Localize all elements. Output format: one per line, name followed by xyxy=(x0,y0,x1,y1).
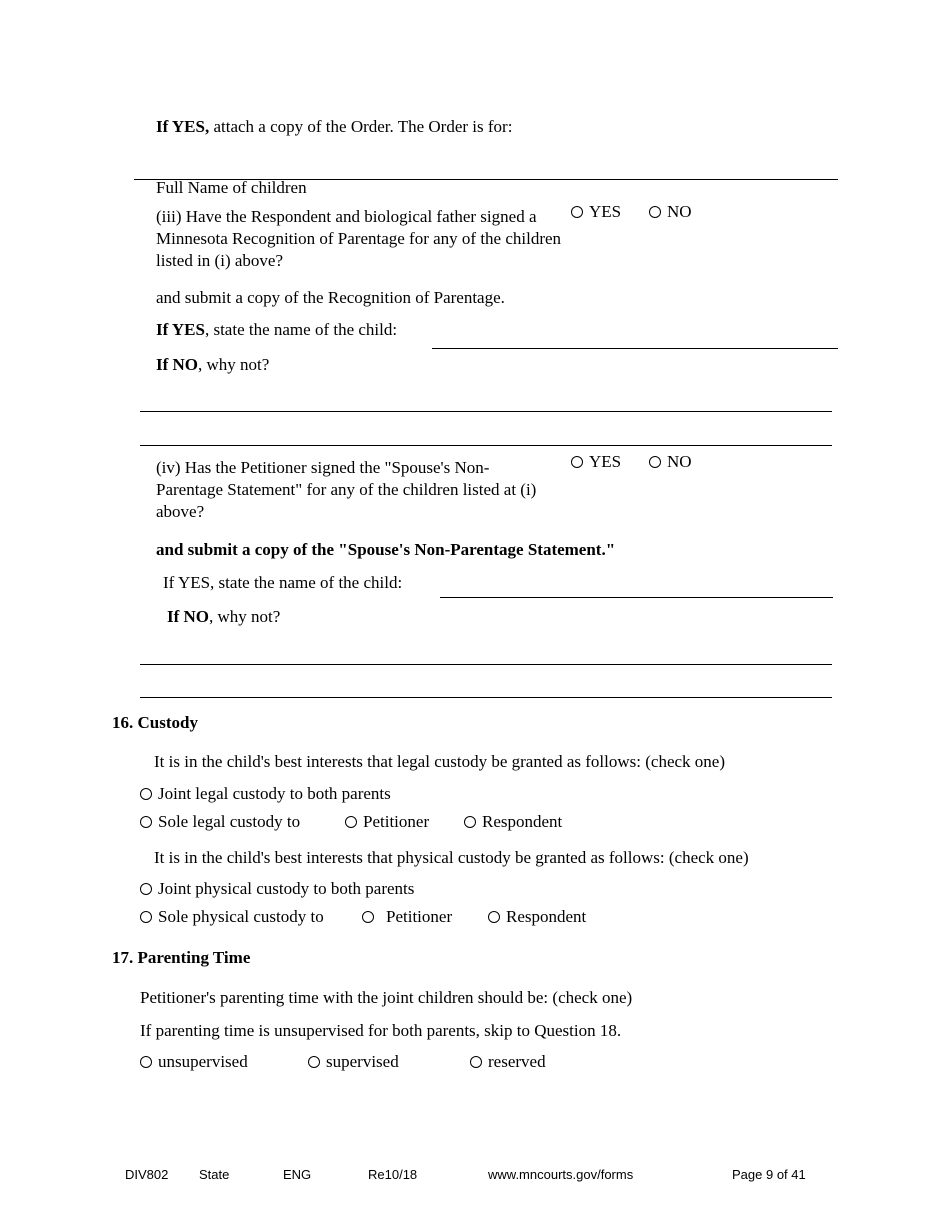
sole-legal-custody-option[interactable]: Sole legal custody to xyxy=(140,811,300,833)
radio-icon[interactable] xyxy=(140,1056,152,1068)
radio-icon[interactable] xyxy=(571,206,583,218)
iv-if-no-label: If NO, why not? xyxy=(167,607,281,626)
iii-child-name-line[interactable] xyxy=(432,348,838,349)
footer-jurisdiction: State xyxy=(199,1167,230,1182)
footer-revision: Re10/18 xyxy=(368,1167,418,1182)
footer-url: www.mncourts.gov/forms xyxy=(488,1167,634,1182)
iii-no-option[interactable]: NO xyxy=(649,201,692,223)
iii-if-yes-label: If YES, state the name of the child: xyxy=(156,320,398,339)
footer-language: ENG xyxy=(283,1167,312,1182)
radio-icon[interactable] xyxy=(488,911,500,923)
iv-yes-option[interactable]: YES xyxy=(571,451,621,473)
iv-why-not-line-2[interactable] xyxy=(140,697,832,698)
iii-why-not-line-1[interactable] xyxy=(140,411,832,412)
iv-child-name-line[interactable] xyxy=(440,597,833,598)
iv-why-not-line-1[interactable] xyxy=(140,664,832,665)
question-iii-text: (iii) Have the Respondent and biological father signed a Minnesota Recognition of Parentage for any of the children listed in (i) above? xyxy=(156,207,562,270)
radio-icon[interactable] xyxy=(470,1056,482,1068)
radio-icon[interactable] xyxy=(649,456,661,468)
order-instruction: If YES, attach a copy of the Order. The Order is for: xyxy=(156,117,513,136)
unsupervised-option[interactable]: unsupervised xyxy=(140,1051,248,1073)
radio-icon[interactable] xyxy=(345,816,357,828)
physical-custody-intro: It is in the child's best interests that physical custody be granted as follows: (check one) xyxy=(154,848,749,867)
supervised-option[interactable]: supervised xyxy=(308,1051,399,1073)
legal-custody-intro: It is in the child's best interests that legal custody be granted as follows: (check one) xyxy=(154,752,725,771)
radio-icon[interactable] xyxy=(464,816,476,828)
sole-physical-respondent-option[interactable]: Respondent xyxy=(488,906,586,928)
iii-if-no-label: If NO, why not? xyxy=(156,355,270,374)
radio-icon[interactable] xyxy=(140,911,152,923)
radio-icon[interactable] xyxy=(140,788,152,800)
footer-page-number: Page 9 of 41 xyxy=(732,1167,806,1182)
submit-recognition-text: and submit a copy of the Recognition of Parentage. xyxy=(156,288,505,307)
parenting-time-heading: 17. Parenting Time xyxy=(112,948,251,967)
sole-legal-respondent-option[interactable]: Respondent xyxy=(464,811,562,833)
parenting-time-intro: Petitioner's parenting time with the joint children should be: (check one) xyxy=(140,988,633,1007)
full-name-children-label: Full Name of children xyxy=(156,178,307,197)
radio-icon[interactable] xyxy=(649,206,661,218)
custody-heading: 16. Custody xyxy=(112,713,198,732)
sole-physical-custody-option[interactable]: Sole physical custody to xyxy=(140,906,324,928)
reserved-option[interactable]: reserved xyxy=(470,1051,546,1073)
joint-legal-custody-option[interactable]: Joint legal custody to both parents xyxy=(140,783,391,805)
iv-no-option[interactable]: NO xyxy=(649,451,692,473)
radio-icon[interactable] xyxy=(308,1056,320,1068)
iv-if-yes-label: If YES, state the name of the child: xyxy=(163,573,403,592)
parenting-time-skip-note: If parenting time is unsupervised for both parents, skip to Question 18. xyxy=(140,1021,622,1040)
iii-why-not-line-2[interactable] xyxy=(140,445,832,446)
joint-physical-custody-option[interactable]: Joint physical custody to both parents xyxy=(140,878,414,900)
radio-icon[interactable] xyxy=(140,883,152,895)
iii-yes-option[interactable]: YES xyxy=(571,201,621,223)
radio-icon[interactable] xyxy=(571,456,583,468)
question-iv-text: (iv) Has the Petitioner signed the "Spouse's Non-Parentage Statement" for any of the children listed at (i) above? xyxy=(156,458,537,521)
footer-form-id: DIV802 xyxy=(125,1167,169,1182)
radio-icon[interactable] xyxy=(140,816,152,828)
sole-legal-petitioner-option[interactable]: Petitioner xyxy=(345,811,429,833)
sole-physical-petitioner-option[interactable]: Petitioner xyxy=(362,906,452,928)
submit-nonparentage-text: and submit a copy of the "Spouse's Non-Parentage Statement." xyxy=(156,540,616,559)
radio-icon[interactable] xyxy=(362,911,374,923)
